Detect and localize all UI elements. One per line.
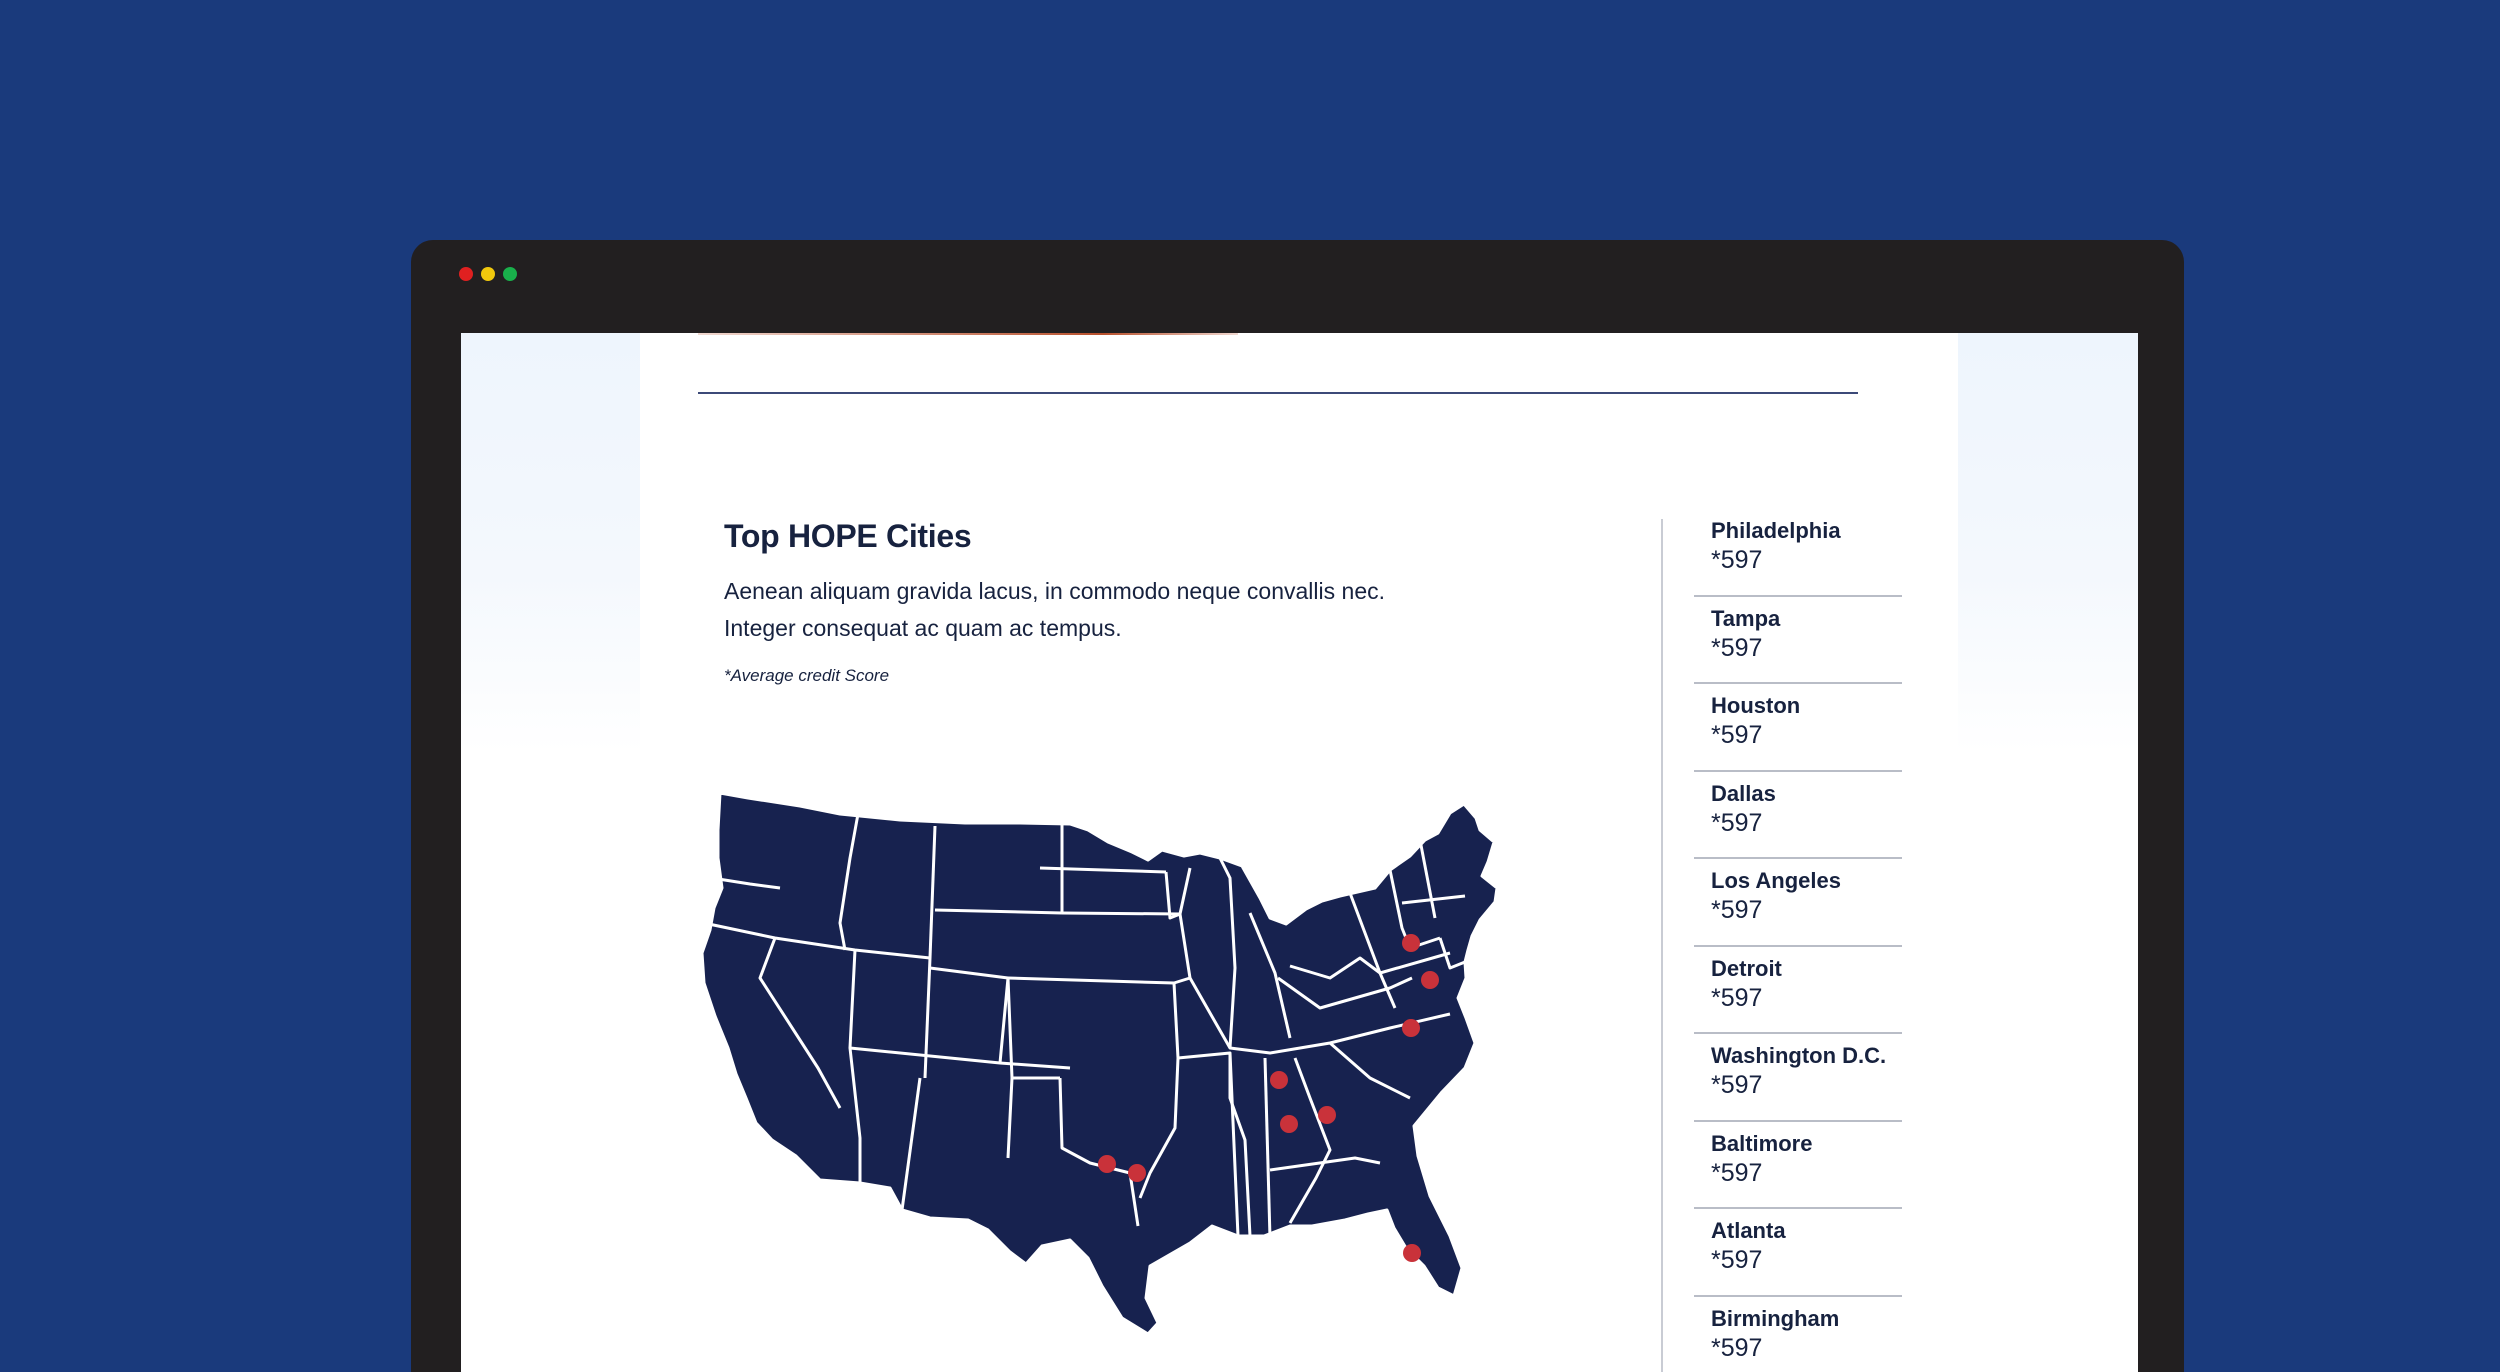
city-score: *597: [1711, 808, 1763, 837]
city-list: [1694, 509, 1902, 1372]
city-item-tampa[interactable]: [1694, 597, 1902, 685]
city-item-detroit[interactable]: [1694, 947, 1902, 1035]
section-divider: [698, 392, 1858, 394]
map-marker-philadelphia[interactable]: [1402, 934, 1420, 952]
vertical-divider: [1661, 519, 1663, 1372]
browser-viewport: [461, 333, 2138, 1372]
map-marker-birmingham[interactable]: [1280, 1115, 1298, 1133]
maximize-dot[interactable]: [503, 267, 517, 281]
us-map-svg: [690, 778, 1620, 1368]
city-item-atlanta[interactable]: [1694, 1209, 1902, 1297]
city-name: Los Angeles: [1711, 868, 1841, 893]
city-item-philadelphia[interactable]: [1694, 509, 1902, 597]
us-outline: [702, 793, 1497, 1334]
browser-window: [411, 240, 2184, 1372]
city-name: Dallas: [1711, 780, 1776, 806]
city-name: Tampa: [1711, 605, 1781, 631]
city-score: *597: [1711, 721, 1763, 749]
city-name: Detroit: [1711, 955, 1782, 981]
us-map: [690, 778, 1620, 1368]
city-name: Birmingham: [1711, 1305, 1840, 1331]
city-score: *597: [1711, 1071, 1763, 1099]
city-score: *597: [1711, 1246, 1763, 1274]
description-line-1: Aenean aliquam gravida lacus, in commodo neque convallis nec.: [724, 578, 1386, 604]
description-line-2: Integer consequat ac quam ac tempus.: [724, 615, 1122, 641]
city-score: *597: [1711, 983, 1763, 1012]
section-title: Top HOPE Cities: [724, 518, 972, 554]
map-marker-tampa[interactable]: [1403, 1244, 1421, 1262]
city-name: Washington D.C.: [1711, 1043, 1887, 1068]
city-name: Philadelphia: [1711, 518, 1841, 543]
minimize-dot[interactable]: [481, 267, 495, 281]
city-item-los-angeles[interactable]: [1694, 859, 1902, 947]
city-name: Houston: [1711, 693, 1801, 718]
city-item-dallas[interactable]: [1694, 772, 1902, 860]
city-item-birmingham[interactable]: [1694, 1297, 1902, 1372]
city-score: *597: [1711, 1158, 1763, 1187]
city-score: *597: [1711, 896, 1763, 924]
city-score: *597: [1711, 546, 1763, 574]
city-item-houston[interactable]: [1694, 684, 1902, 772]
city-item-washington-dc[interactable]: [1694, 1034, 1902, 1122]
window-controls: [459, 267, 517, 281]
map-marker-houston[interactable]: [1128, 1164, 1146, 1182]
page-content: [640, 333, 1958, 1372]
map-marker-baltimore[interactable]: [1421, 971, 1439, 989]
city-score: *597: [1711, 1333, 1763, 1362]
accent-strip: [698, 333, 1238, 335]
city-score: *597: [1711, 633, 1763, 662]
section-description: [724, 573, 1524, 647]
map-marker-atlanta[interactable]: [1318, 1106, 1336, 1124]
city-item-baltimore[interactable]: [1694, 1122, 1902, 1210]
city-name: Atlanta: [1711, 1218, 1786, 1243]
city-name: Baltimore: [1711, 1130, 1813, 1156]
close-dot[interactable]: [459, 267, 473, 281]
footnote: *Average credit Score: [724, 666, 890, 685]
map-marker-tennessee[interactable]: [1270, 1071, 1288, 1089]
map-marker-washington-dc[interactable]: [1402, 1019, 1420, 1037]
map-marker-dallas[interactable]: [1098, 1155, 1116, 1173]
